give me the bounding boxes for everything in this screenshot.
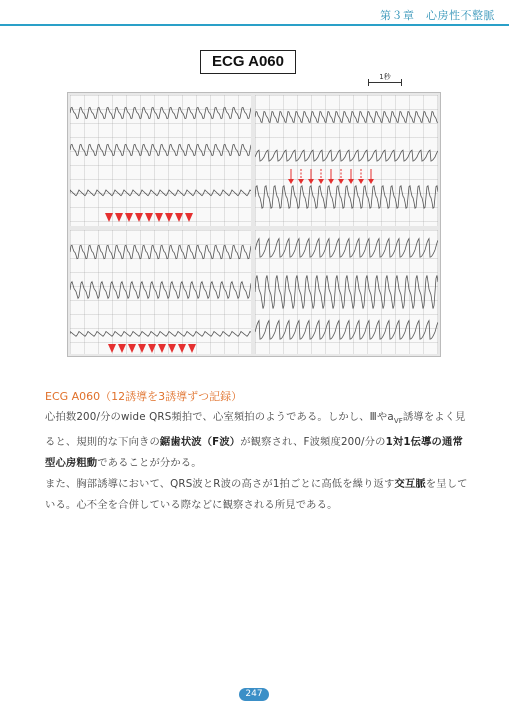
flutter-marker-7: [175, 213, 183, 222]
flutter-marker-b-1: [118, 344, 126, 353]
text-alternans: 交互脈: [394, 478, 426, 491]
flutter-arrow-5: [338, 169, 344, 184]
text-p1-d: であることが分かる。: [97, 457, 202, 470]
flutter-marker-b-0: [108, 344, 116, 353]
figure-caption: ECG A060（12誘導を3誘導ずつ記録）: [45, 390, 243, 403]
text-atrial-flutter: 1対1伝導の通常型心房粗動: [45, 436, 463, 470]
ecg-trace-p2-2: [255, 186, 438, 208]
ecg-trace-p3-1: [70, 282, 251, 299]
ecg-trace-p2-1: [255, 150, 438, 161]
flutter-marker-2: [125, 213, 133, 222]
ecg-trace-p3-0: [70, 245, 251, 258]
flutter-arrow-7: [358, 169, 364, 184]
flutter-arrow-0: [288, 169, 294, 184]
ecg-panel-bottom-left: [70, 230, 251, 354]
figure-title: ECG A060: [200, 50, 296, 74]
ecg-panel-top-left: [70, 95, 251, 226]
flutter-arrow-1: [298, 169, 304, 184]
flutter-marker-0: [105, 213, 113, 222]
flutter-marker-b-2: [128, 344, 136, 353]
header-rule: [0, 24, 509, 26]
ecg-trace-p1-2: [70, 190, 251, 196]
flutter-marker-b-4: [148, 344, 156, 353]
text-p2-b: を呈している。心不全を合併している際などに観察される所見である。: [45, 478, 468, 512]
time-scale-label: 1秒: [379, 73, 391, 81]
flutter-arrow-4: [328, 169, 334, 184]
flutter-arrow-3: [318, 169, 324, 184]
ecg-figure: [67, 92, 441, 357]
flutter-arrow-2: [308, 169, 314, 184]
text-p1-b: 誘導をよく見ると、規則的な下向きの: [45, 411, 466, 449]
flutter-arrow-8: [368, 169, 374, 184]
chapter-header: 第３章 心房性不整脈: [380, 9, 495, 22]
text-p2-a: また、胸部誘導において、QRS波とR波の高さが1拍ごとに高低を繰り返す: [45, 478, 395, 491]
flutter-marker-8: [185, 213, 193, 222]
flutter-arrow-6: [348, 169, 354, 184]
time-scale: [368, 72, 402, 88]
text-sawtooth-wave: 鋸歯状波（F波）: [159, 436, 241, 449]
text-p1-sub: VF: [393, 417, 403, 426]
flutter-marker-4: [145, 213, 153, 222]
flutter-marker-b-5: [158, 344, 166, 353]
page-number: 247: [239, 688, 269, 701]
flutter-marker-1: [115, 213, 123, 222]
flutter-marker-6: [165, 213, 173, 222]
ecg-trace-p2-0: [255, 112, 438, 123]
ecg-trace-p1-0: [70, 107, 251, 118]
ecg-trace-p1-1: [70, 144, 251, 155]
ecg-panel-bottom-right: [255, 230, 438, 354]
ecg-trace-p3-2: [70, 332, 251, 337]
ecg-trace-p4-2: [255, 321, 438, 340]
explanation-text: [45, 407, 470, 516]
text-p1-a: 心拍数200/分のwide QRS頻拍で、心室頻拍のようである。しかし、Ⅲやa: [45, 411, 394, 423]
flutter-marker-b-3: [138, 344, 146, 353]
flutter-marker-b-8: [188, 344, 196, 353]
text-p1-c: が観察され、F波頻度200/分の: [240, 436, 386, 449]
time-scale-bar: [368, 82, 402, 83]
flutter-marker-3: [135, 213, 143, 222]
ecg-trace-p4-0: [255, 239, 438, 258]
flutter-marker-b-7: [178, 344, 186, 353]
flutter-marker-5: [155, 213, 163, 222]
flutter-marker-b-6: [168, 344, 176, 353]
ecg-panel-top-right: [255, 95, 438, 226]
ecg-trace-p4-1: [255, 275, 438, 308]
